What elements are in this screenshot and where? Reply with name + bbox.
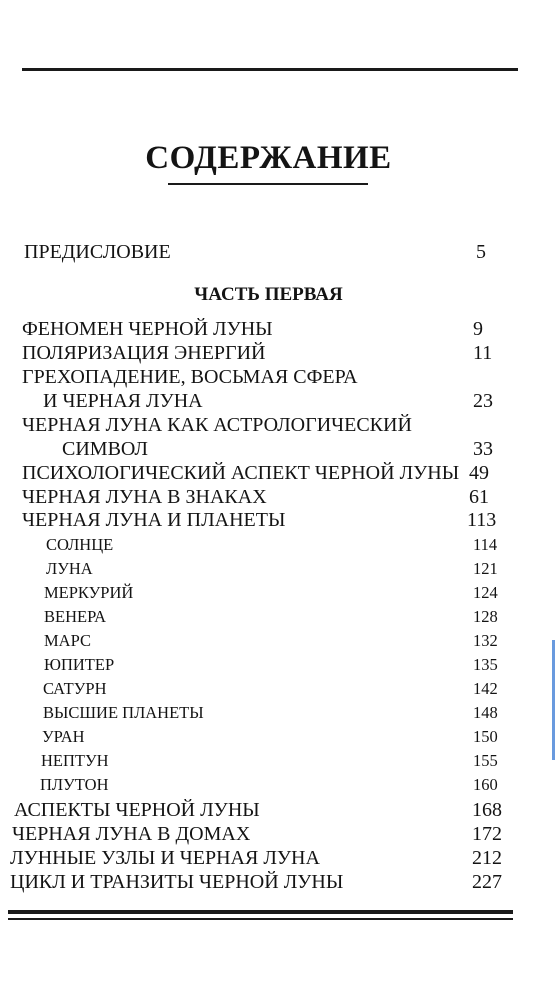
toc-entry-title: МАРС — [44, 631, 91, 650]
part-title: ЧАСТЬ ПЕРВАЯ — [194, 284, 343, 305]
toc-entry-page: 11 — [473, 342, 493, 364]
toc-entry-page: 114 — [473, 535, 498, 554]
toc-entry-title: ЦИКЛ И ТРАНЗИТЫ ЧЕРНОЙ ЛУНЫ — [10, 871, 344, 893]
bottom-rule-thin — [8, 918, 513, 920]
toc-entry-page: 49 — [469, 462, 489, 484]
toc-entry-title: И ЧЕРНАЯ ЛУНА — [43, 390, 203, 412]
toc-entry-page: 227 — [472, 871, 502, 893]
toc-entry-page: 132 — [473, 631, 498, 650]
toc-entry-title: ГРЕХОПАДЕНИЕ, ВОСЬМАЯ СФЕРА — [22, 366, 358, 388]
toc-entry-title: ЛУННЫЕ УЗЛЫ И ЧЕРНАЯ ЛУНА — [10, 847, 320, 869]
toc-entry-title: ЮПИТЕР — [44, 655, 115, 674]
toc-entry-title: ПЛУТОН — [40, 775, 109, 794]
toc-entry-page: 172 — [472, 823, 502, 845]
toc-entry-title: ЧЕРНАЯ ЛУНА В ЗНАКАХ — [22, 486, 267, 508]
toc-entry-page: 212 — [472, 847, 502, 869]
bottom-rule-thick — [8, 910, 513, 914]
toc-entry-page: 113 — [467, 509, 497, 531]
toc-entry-preface — [24, 240, 489, 264]
toc-entry-page: 9 — [473, 318, 483, 340]
toc-entry-title: ВЫСШИЕ ПЛАНЕТЫ — [43, 703, 204, 722]
title-underline — [168, 183, 368, 185]
page-title: СОДЕРЖАНИЕ — [145, 140, 392, 176]
toc-entry-title: ВЕНЕРА — [44, 607, 107, 626]
toc-entry-title: ЧЕРНАЯ ЛУНА И ПЛАНЕТЫ — [22, 509, 286, 531]
toc-entry-page: 23 — [473, 390, 493, 412]
toc-entry-page: 121 — [473, 559, 498, 578]
page-edge-mark — [552, 640, 555, 760]
toc-entry-page: 128 — [473, 607, 498, 626]
toc-entry-title: САТУРН — [43, 679, 107, 698]
toc-entry-page: 33 — [473, 438, 493, 460]
top-rule — [22, 68, 518, 71]
toc-entry-title: АСПЕКТЫ ЧЕРНОЙ ЛУНЫ — [14, 799, 260, 821]
toc-entry-page: 61 — [469, 486, 489, 508]
toc-entry-title: ЧЕРНАЯ ЛУНА КАК АСТРОЛОГИЧЕСКИЙ — [22, 414, 412, 436]
toc-entry-title: ЛУНА — [46, 559, 93, 578]
toc-entry-page: 148 — [473, 703, 498, 722]
toc-entry-page: 160 — [473, 775, 498, 794]
toc-entry-title: ПРЕДИСЛОВИЕ — [24, 241, 171, 263]
toc-entry-title: УРАН — [42, 727, 85, 746]
toc-entry-page: 124 — [473, 583, 498, 602]
toc-entry-page: 5 — [476, 241, 486, 263]
toc-entry-title: ПОЛЯРИЗАЦИЯ ЭНЕРГИЙ — [22, 342, 266, 364]
toc-entry-page: 155 — [473, 751, 498, 770]
toc-entry-title: ПСИХОЛОГИЧЕСКИЙ АСПЕКТ ЧЕРНОЙ ЛУНЫ — [22, 462, 460, 484]
toc-entry-title: НЕПТУН — [41, 751, 109, 770]
toc-entry-title: ЧЕРНАЯ ЛУНА В ДОМАХ — [12, 823, 251, 845]
toc-entry-page: 150 — [473, 727, 498, 746]
toc-entry-title: СОЛНЦЕ — [46, 535, 114, 554]
toc-entry-title: СИМВОЛ — [62, 438, 148, 460]
toc-entry-page: 168 — [472, 799, 502, 821]
toc-entry-page: 135 — [473, 655, 498, 674]
toc-entry-page: 142 — [473, 679, 498, 698]
toc-entry-title: ФЕНОМЕН ЧЕРНОЙ ЛУНЫ — [22, 318, 273, 340]
toc-entry-title: МЕРКУРИЙ — [44, 583, 134, 602]
